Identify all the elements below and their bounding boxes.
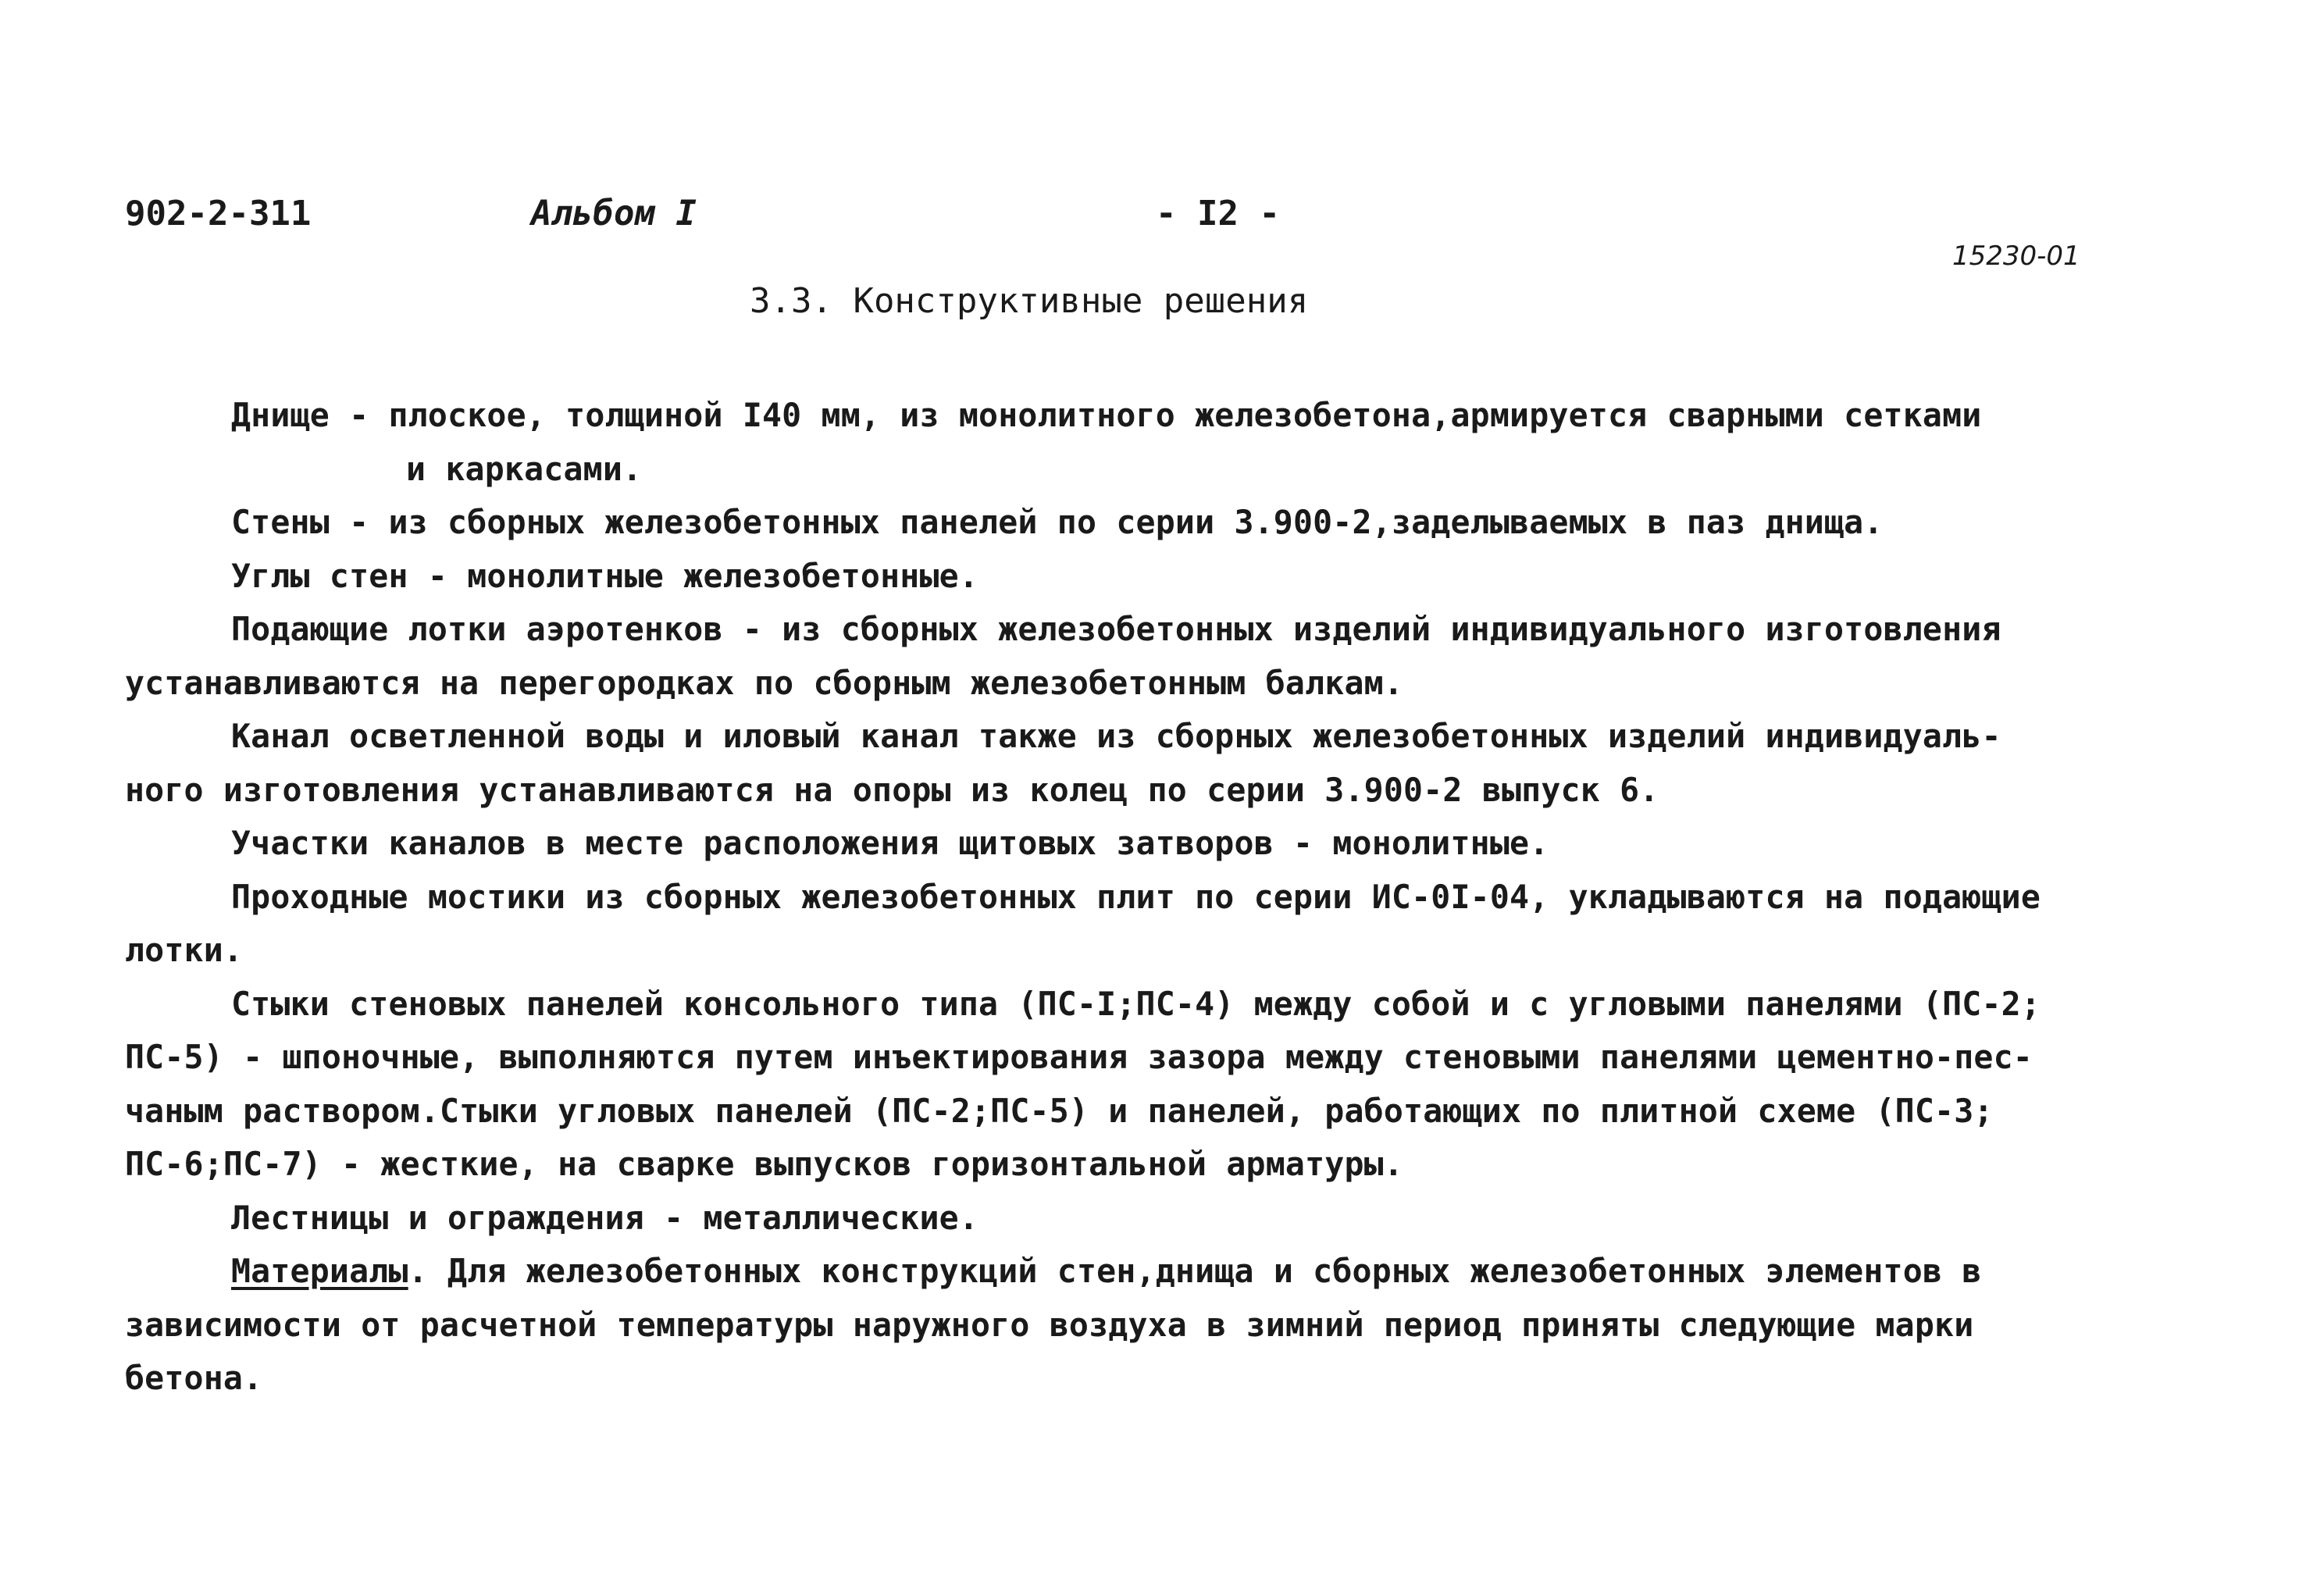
- text-line: Канал осветленной воды и иловый канал также из сборных железобетонных изделий индивидуаль-: [231, 717, 2001, 755]
- text-line: Стыки стеновых панелей консольного типа (ПС-I;ПС-4) между собой и с угловыми панелями (ПС-2;: [231, 984, 2041, 1023]
- text-line: Днище - плоское, толщиной I40 мм, из монолитного железобетона,армируется сварными сетками: [231, 396, 1982, 434]
- text-line: чаным раствором.Стыки угловых панелей (ПС-2;ПС-5) и панелей, работающих по плитной схеме (ПС-3;: [125, 1091, 1994, 1130]
- text-line: Подающие лотки аэротенков - из сборных железобетонных изделий индивидуального изготовления: [231, 610, 2001, 648]
- text-line: ного изготовления устанавливаются на опоры из колец по серии 3.900-2 выпуск 6.: [125, 770, 1659, 809]
- text-line: лотки.: [125, 931, 244, 969]
- document-code: 902-2-311: [125, 194, 312, 233]
- body-text: [125, 389, 2202, 1406]
- materials-line-2: зависимости от расчетной температуры наружного воздуха в зимний период приняты следующие марки: [125, 1305, 1974, 1344]
- materials-label: Материалы: [231, 1252, 408, 1290]
- text-line: Участки каналов в месте расположения щитовых затворов - монолитные.: [231, 824, 1549, 862]
- page-number: - I2 -: [1156, 194, 1280, 233]
- text-line: Стены - из сборных железобетонных панелей по серии 3.900-2,заделываемых в паз днища.: [231, 503, 1884, 541]
- text-line: ПС-5) - шпоночные, выполняются путем инъектирования зазора между стеновыми панелями цементно-пес-: [125, 1038, 2033, 1076]
- text-line: Лестницы и ограждения - металлические.: [231, 1198, 979, 1237]
- text-line: ПС-6;ПС-7) - жесткие, на сварке выпусков горизонтальной арматуры.: [125, 1145, 1404, 1183]
- materials-line: [125, 1245, 2202, 1299]
- section-title: 3.3. Конструктивные решения: [750, 281, 1309, 321]
- album-label: Альбом I: [531, 194, 697, 233]
- text-line: Углы стен - монолитные железобетонные.: [231, 556, 979, 595]
- sheet-code: 15230-01: [1952, 241, 2080, 272]
- text-line: и каркасами.: [406, 449, 643, 488]
- text-line: устанавливаются на перегородках по сборным железобетонным балкам.: [125, 663, 1404, 702]
- text-line: Проходные мостики из сборных железобетонных плит по серии ИС-0I-04, укладываются на подающие: [231, 877, 2041, 916]
- materials-line-3: бетона.: [125, 1359, 263, 1397]
- materials-text: . Для железобетонных конструкций стен,днища и сборных железобетонных элементов в: [408, 1252, 1982, 1290]
